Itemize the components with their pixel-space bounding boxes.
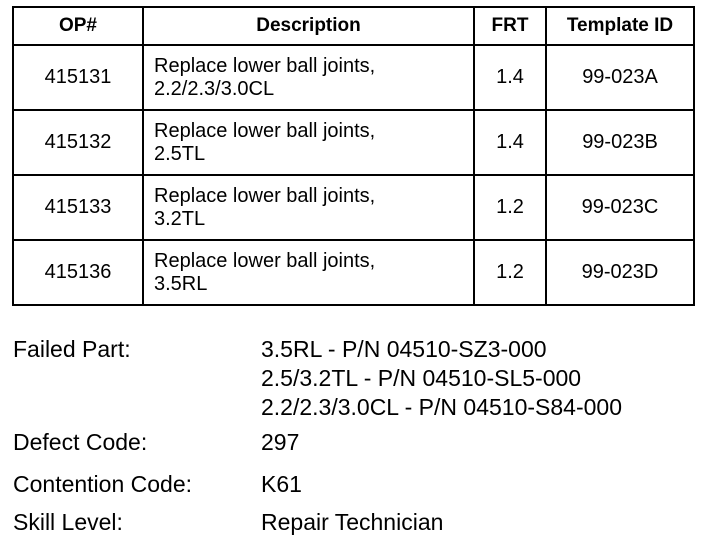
template-id: 99-023A <box>546 45 694 110</box>
header-template-id: Template ID <box>546 7 694 45</box>
header-frt: FRT <box>474 7 546 45</box>
contention-code-label: Contention Code: <box>13 471 193 497</box>
table-row <box>13 175 694 240</box>
header-description: Description <box>143 7 474 45</box>
frt-value: 1.4 <box>474 110 546 175</box>
description-model: 2.2/2.3/3.0CL <box>154 77 275 100</box>
description-line: Replace lower ball joints, <box>154 184 376 207</box>
table-header-row <box>13 7 694 45</box>
defect-code-value: 297 <box>261 429 300 455</box>
frt-value: 1.4 <box>474 45 546 110</box>
description-line: Replace lower ball joints, <box>154 249 376 272</box>
operations-table <box>12 6 695 306</box>
frt-value: 1.2 <box>474 240 546 305</box>
description-cell <box>143 45 474 110</box>
failed-part-value: 2.5/3.2TL - P/N 04510-SL5-000 <box>261 365 582 391</box>
description-line: Replace lower ball joints, <box>154 54 376 77</box>
description-cell <box>143 175 474 240</box>
table-row <box>13 45 694 110</box>
description-cell <box>143 110 474 175</box>
description-cell <box>143 240 474 305</box>
op-number: 415136 <box>13 240 143 305</box>
op-number: 415131 <box>13 45 143 110</box>
template-id: 99-023B <box>546 110 694 175</box>
failed-part-value: 2.2/2.3/3.0CL - P/N 04510-S84-000 <box>261 394 622 420</box>
description-model: 3.2TL <box>154 207 206 230</box>
skill-level-value: Repair Technician <box>261 509 444 535</box>
defect-code-label: Defect Code: <box>13 429 148 455</box>
table-row <box>13 110 694 175</box>
description-model: 2.5TL <box>154 142 206 165</box>
template-id: 99-023D <box>546 240 694 305</box>
skill-level-label: Skill Level: <box>13 509 123 535</box>
description-line: Replace lower ball joints, <box>154 119 376 142</box>
contention-code-value: K61 <box>261 471 302 497</box>
header-op: OP# <box>13 7 143 45</box>
failed-part-label: Failed Part: <box>13 336 131 362</box>
description-model: 3.5RL <box>154 272 208 295</box>
failed-part-values <box>261 335 622 422</box>
template-id: 99-023C <box>546 175 694 240</box>
table-row <box>13 240 694 305</box>
op-number: 415133 <box>13 175 143 240</box>
op-number: 415132 <box>13 110 143 175</box>
failed-part-value: 3.5RL - P/N 04510-SZ3-000 <box>261 336 547 362</box>
frt-value: 1.2 <box>474 175 546 240</box>
